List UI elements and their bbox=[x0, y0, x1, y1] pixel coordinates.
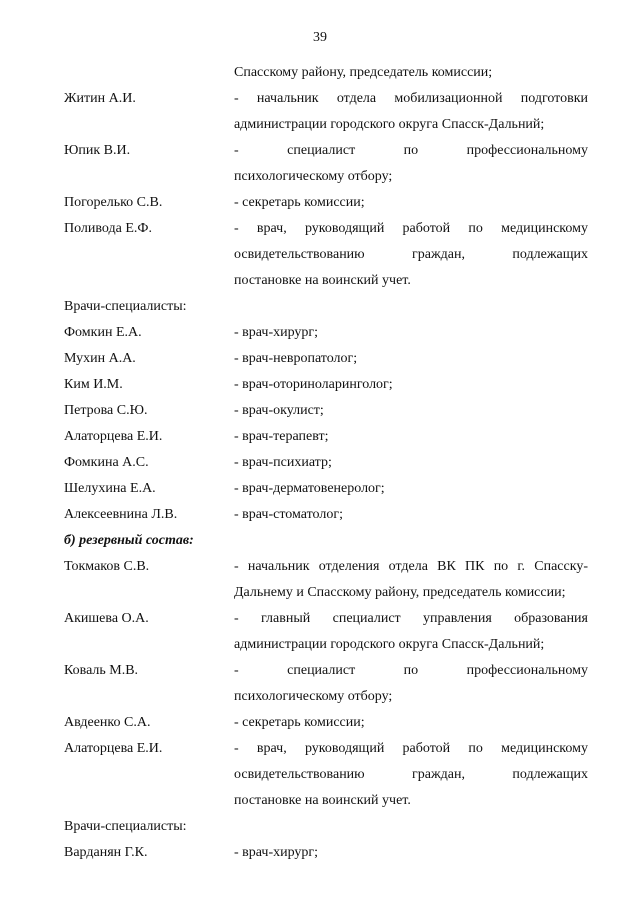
specialist-entry bbox=[64, 476, 588, 502]
role-line: - специалист по профессиональному bbox=[234, 663, 588, 678]
entry-name: Алаторцева Е.И. bbox=[64, 429, 163, 444]
section-heading: Врачи-специалисты: bbox=[64, 299, 187, 314]
entry-role: - врач-невропатолог; bbox=[234, 351, 358, 366]
member-entry bbox=[64, 138, 588, 190]
role-line: освидетельствованию граждан, подлежащих bbox=[234, 767, 588, 782]
reserve-heading: б) резервный состав: bbox=[64, 533, 194, 548]
member-entry bbox=[64, 216, 588, 294]
entry-name: Авдеенко С.А. bbox=[64, 715, 151, 730]
role-line: - специалист по профессиональному bbox=[234, 143, 588, 158]
entry-role: - врач-окулист; bbox=[234, 403, 324, 418]
role-line: - главный специалист управления образования bbox=[234, 611, 588, 626]
entry-role bbox=[234, 138, 588, 190]
entry-role: - врач-стоматолог; bbox=[234, 507, 343, 522]
role-line: Спасскому району, председатель комиссии; bbox=[234, 65, 493, 80]
role-line: - начальник отдела мобилизационной подготовки bbox=[234, 91, 588, 106]
reserve-entry bbox=[64, 710, 588, 736]
role-line: - врач, руководящий работой по медицинскому bbox=[234, 741, 588, 756]
entry-name: Шелухина Е.А. bbox=[64, 481, 156, 496]
role-line: администрации городского округа Спасск-Дальний; bbox=[234, 637, 545, 652]
entry-name: Юпик В.И. bbox=[64, 143, 131, 158]
specialist-entry bbox=[64, 372, 588, 398]
entry-name: Погорелько С.В. bbox=[64, 195, 163, 210]
reserve-entry bbox=[64, 736, 588, 814]
entry-name: Петрова С.Ю. bbox=[64, 403, 148, 418]
entry-name: Ким И.М. bbox=[64, 377, 123, 392]
specialist-entry bbox=[64, 502, 588, 528]
entry-role bbox=[234, 190, 588, 216]
entry-role bbox=[234, 60, 588, 86]
specialist-entry bbox=[64, 346, 588, 372]
entry-name: Токмаков С.В. bbox=[64, 559, 150, 574]
entry-role bbox=[234, 710, 588, 736]
entry-name: Поливода Е.Ф. bbox=[64, 221, 152, 236]
role-line: - начальник отделения отдела ВК ПК по г. Спасску- bbox=[234, 559, 588, 574]
entry-role bbox=[234, 658, 588, 710]
entry-role bbox=[234, 216, 588, 294]
entry-role: - врач-психиатр; bbox=[234, 455, 332, 470]
entry-name: Акишева О.А. bbox=[64, 611, 149, 626]
entry-name: Мухин А.А. bbox=[64, 351, 136, 366]
reserve-entry bbox=[64, 658, 588, 710]
specialist-entry bbox=[64, 840, 588, 866]
member-entry bbox=[64, 86, 588, 138]
specialist-entry bbox=[64, 424, 588, 450]
role-line: - секретарь комиссии; bbox=[234, 195, 365, 210]
role-line: - секретарь комиссии; bbox=[234, 715, 365, 730]
entry-name: Житин А.И. bbox=[64, 91, 136, 106]
role-line: психологическому отбору; bbox=[234, 169, 393, 184]
entry-role: - врач-дерматовенеролог; bbox=[234, 481, 385, 496]
role-line: постановке на воинский учет. bbox=[234, 273, 411, 288]
entry-role bbox=[234, 736, 588, 814]
entry-name: Коваль М.В. bbox=[64, 663, 139, 678]
entry-role: - врач-хирург; bbox=[234, 325, 319, 340]
role-line: постановке на воинский учет. bbox=[234, 793, 411, 808]
role-line: Дальнему и Спасскому району, председатель комиссии; bbox=[234, 585, 566, 600]
page-number: 39 bbox=[313, 30, 327, 45]
entry-name: Варданян Г.К. bbox=[64, 845, 148, 860]
entry-role bbox=[234, 86, 588, 138]
entry-role bbox=[234, 554, 588, 606]
reserve-entry bbox=[64, 554, 588, 606]
reserve-entry bbox=[64, 606, 588, 658]
document-body bbox=[64, 60, 588, 866]
entry-role: - врач-оториноларинголог; bbox=[234, 377, 393, 392]
entry-name: Алаторцева Е.И. bbox=[64, 741, 163, 756]
entry-name: Фомкина А.С. bbox=[64, 455, 149, 470]
section-heading: Врачи-специалисты: bbox=[64, 819, 187, 834]
role-line: психологическому отбору; bbox=[234, 689, 393, 704]
role-line: - врач, руководящий работой по медицинскому bbox=[234, 221, 588, 236]
specialist-entry bbox=[64, 450, 588, 476]
entry-role: - врач-хирург; bbox=[234, 845, 319, 860]
specialist-entry bbox=[64, 398, 588, 424]
entry-role bbox=[234, 606, 588, 658]
role-line: администрации городского округа Спасск-Дальний; bbox=[234, 117, 545, 132]
member-entry bbox=[64, 190, 588, 216]
continuation-entry bbox=[64, 60, 588, 86]
specialist-entry bbox=[64, 320, 588, 346]
entry-name: Алексеевнина Л.В. bbox=[64, 507, 178, 522]
entry-role: - врач-терапевт; bbox=[234, 429, 329, 444]
entry-name: Фомкин Е.А. bbox=[64, 325, 142, 340]
role-line: освидетельствованию граждан, подлежащих bbox=[234, 247, 588, 262]
